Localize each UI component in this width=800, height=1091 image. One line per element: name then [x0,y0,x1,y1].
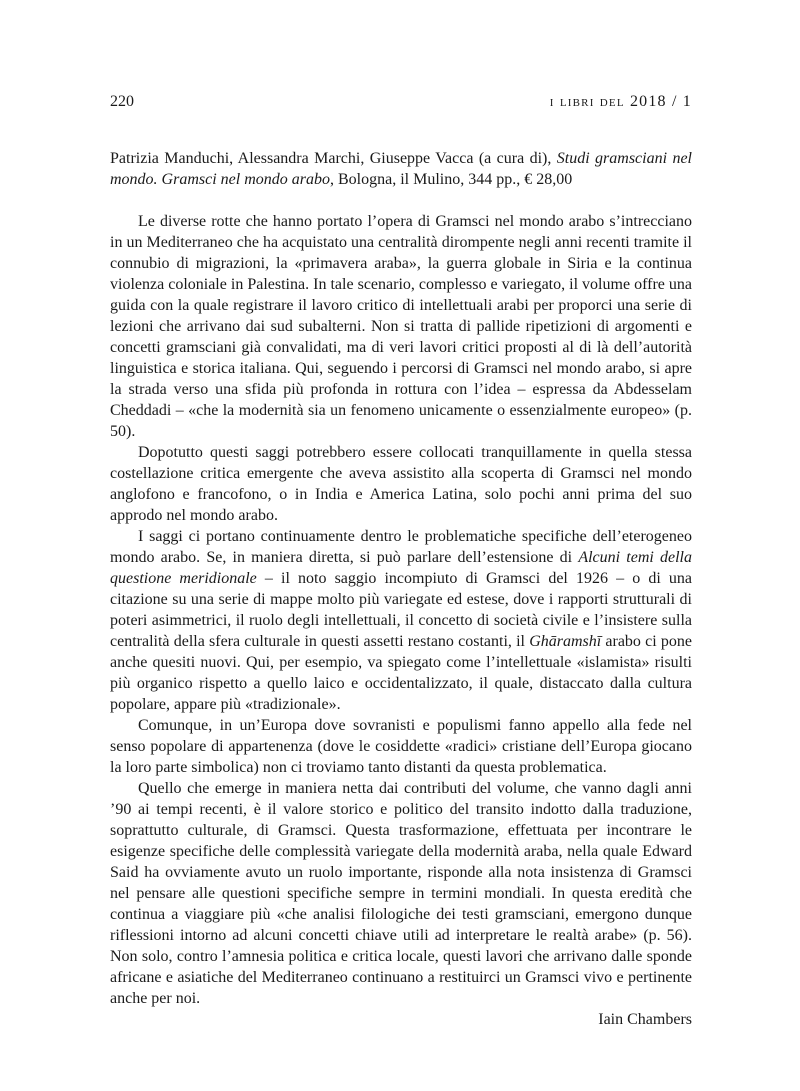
paragraph-1: Le diverse rotte che hanno portato l’opera di Gramsci nel mondo arabo s’intrecciano in un Mediterraneo che ha acquistato una centralità dirompente negli anni recenti tramite il connubio di migrazioni, la «primavera araba», la guerra globale in Siria e la continua violenza coloniale in Palestina. In tale scenario, complesso e variegato, il volume offre una guida con la quale registrare il lavoro critico di intellettuali arabi per proporci una serie di lezioni che arrivano dai sud subalterni. Non si tratta di pallide ripetizioni di argomenti e concetti gramsciani già convalidati, ma di veri lavori critici proposti al di là dell’autorità linguistica e storica italiana. Qui, seguendo i percorsi di Gramsci nel mondo arabo, si apre la strada verso una sfida più profonda in rottura con l’idea – espressa da Abdesselam Cheddadi – «che la modernità sia un fenomeno unicamente o essenzialmente europeo» (p. 50). [110,213,692,440]
paragraph-5: Quello che emerge in maniera netta dai contributi del volume, che vanno dagli anni ’90 ai tempi recenti, è il valore storico e politico del transito indotto dalla traduzione, soprattutto culturale, di Gramsci. Questa trasformazione, effettuata per incontrare le esigenze specifiche delle complessità variegate della modernità araba, nella quale Edward Said ha ovviamente avuto un ruolo importante, risponde alla nota insistenza di Gramsci nel pensare alle questioni specifiche sempre in termini mondiali. In questa eredità che continua a viaggiare più «che analisi filologiche dei testi gramsciani, emergono dunque riflessioni intorno ad alcuni concetti chiave utili ad interpretare le realtà arabe» (p. 56). Non solo, contro l’amnesia politica e critica locale, questi lavori che arrivano dalle sponde africane e asiatiche del Mediterraneo continuano a restituirci un Gramsci vivo e pertinente anche per noi. [110,780,692,1007]
book-citation [110,148,692,190]
paragraph-3 [110,526,692,715]
page-header [110,93,692,111]
paragraph-4: Comunque, in un’Europa dove sovranisti e populismi fanno appello alla fede nel senso popolare di appartenenza (dove le cosiddette «radici» cristiane dell’Europa giocano la loro parte simbolica) non ci troviamo tanto distanti da questa problematica. [110,717,692,776]
citation-title: Studi gramsciani nel mondo. Gramsci nel mondo arabo [110,150,692,188]
citation-publication: , Bologna, il Mulino, 344 pp., € 28,00 [330,171,573,188]
paragraph-3-text: arabo ci pone anche quesiti nuovi. Qui, per esempio, va spiegato come l’intellettuale «islamista» risulti più organico rispetto a quello laico e occidentalizzato, il quale, distaccato dalla cultura popolare, appare più «tradizionale». [110,633,692,713]
gha.: Ghāramshī [529,633,602,650]
paragraph-3-text: I saggi ci portano continuamente dentro le problematiche specifiche dell’eterogeneo mondo arabo. Se, in maniera diretta, si può parlare dell’estensione di [110,528,692,566]
paragraph-2: Dopotutto questi saggi potrebbero essere collocati tranquillamente in quella stessa costellazione critica emergente che aveva assistito alla scoperta di Gramsci nel mondo anglofono e francofono, o in India e America Latina, solo pochi anni prima del suo approdo nel mondo arabo. [110,444,692,524]
essay-title: Alcuni temi della questione meridionale [110,549,692,587]
citation-authors: Patrizia Manduchi, Alessandra Marchi, Giuseppe Vacca (a cura di), [110,150,557,167]
paragraph-3-text: – il noto saggio incompiuto di Gramsci del 1926 – o di una citazione su una serie di mappe molto più variegate ed estese, dove i rapporti strutturali di poteri asimmetrici, il ruolo degli intellettuali, il concetto di società civile e l’insistere sulla centralità della sfera culturale in questi assetti restano costanti, il [110,570,693,650]
review-text [110,148,692,1030]
running-title: i libri del 2018 / 1 [549,93,692,110]
review-author: Iain Chambers [598,1011,692,1028]
page-number: 220 [110,93,134,110]
